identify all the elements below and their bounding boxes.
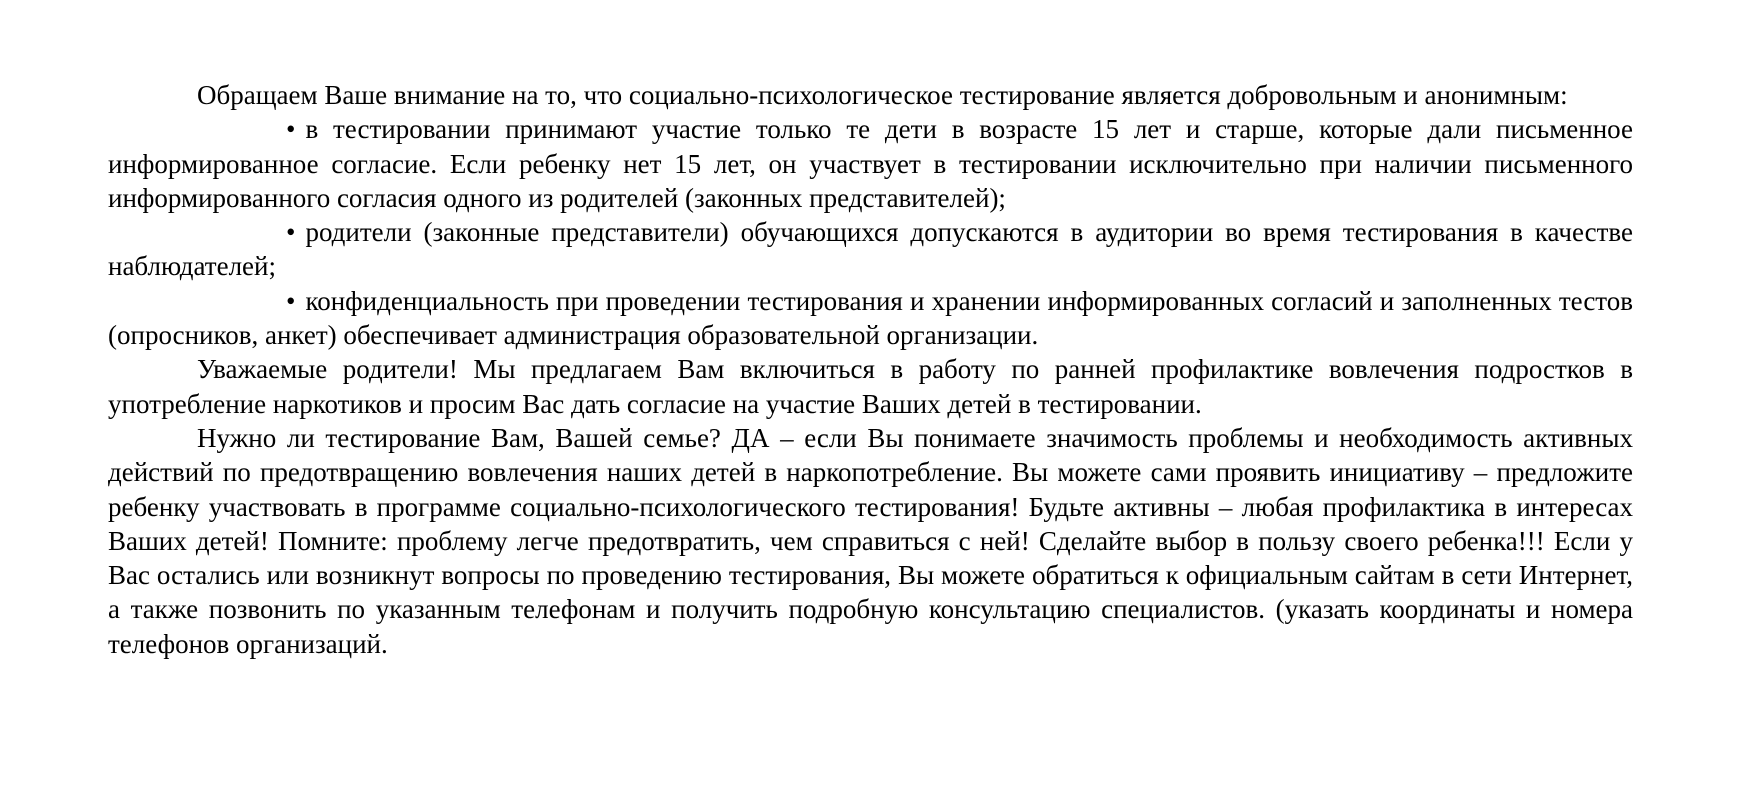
paragraph-intro: [108, 78, 1633, 112]
bullet-icon: •: [286, 217, 296, 248]
bullet-text: конфиденциальность при проведении тестирования и хранении информированных согласий и заполненных тестов (опросников, анкет) обеспечивает администрация образовательной организации.: [108, 285, 1633, 351]
paragraph-text: Обращаем Ваше внимание на то, что социально-психологическое тестирование является добровольным и анонимным:: [197, 80, 1568, 110]
bullet-item-consent: [108, 112, 1633, 215]
paragraph-why-testing: [108, 421, 1633, 661]
bullet-item-observers: [108, 215, 1633, 284]
paragraph-text: Нужно ли тестирование Вам, Вашей семье? ДА – если Вы понимаете значимость проблемы и необходимость активных действий по предотвращению вовлечения наших детей в наркопотребление. Вы можете сами проявить инициативу – предложите ребенку участвовать в программе социально-психологического тестирования! Будьте активны – любая профилактика в интересах Ваших детей! Помните: проблему легче предотвратить, чем справиться с ней! Сделайте выбор в пользу своего ребенка!!! Если у Вас остались или возникнут вопросы по проведению тестирования, Вы можете обратиться к официальным сайтам в сети Интернет, а также позвонить по указанным телефонам и получить подробную консультацию специалистов. (указать координаты и номера телефонов организаций.: [108, 422, 1633, 659]
bullet-text: родители (законные представители) обучающихся допускаются в аудитории во время тестирования в качестве наблюдателей;: [108, 217, 1633, 282]
document-body: [108, 78, 1633, 661]
bullet-item-confidentiality: [108, 284, 1633, 353]
paragraph-appeal: [108, 352, 1633, 421]
bullet-icon: •: [286, 114, 296, 145]
paragraph-text: Уважаемые родители! Мы предлагаем Вам включиться в работу по ранней профилактике вовлечения подростков в употребление наркотиков и просим Вас дать согласие на участие Ваших детей в тестировании.: [108, 354, 1633, 419]
bullet-text: в тестировании принимают участие только те дети в возрасте 15 лет и старше, которые дали письменное информированное согласие. Если ребенку нет 15 лет, он участвует в тестировании исключительно при наличии письменного информированного согласия одного из родителей (законных представителей);: [108, 114, 1633, 213]
bullet-icon: •: [286, 285, 296, 316]
